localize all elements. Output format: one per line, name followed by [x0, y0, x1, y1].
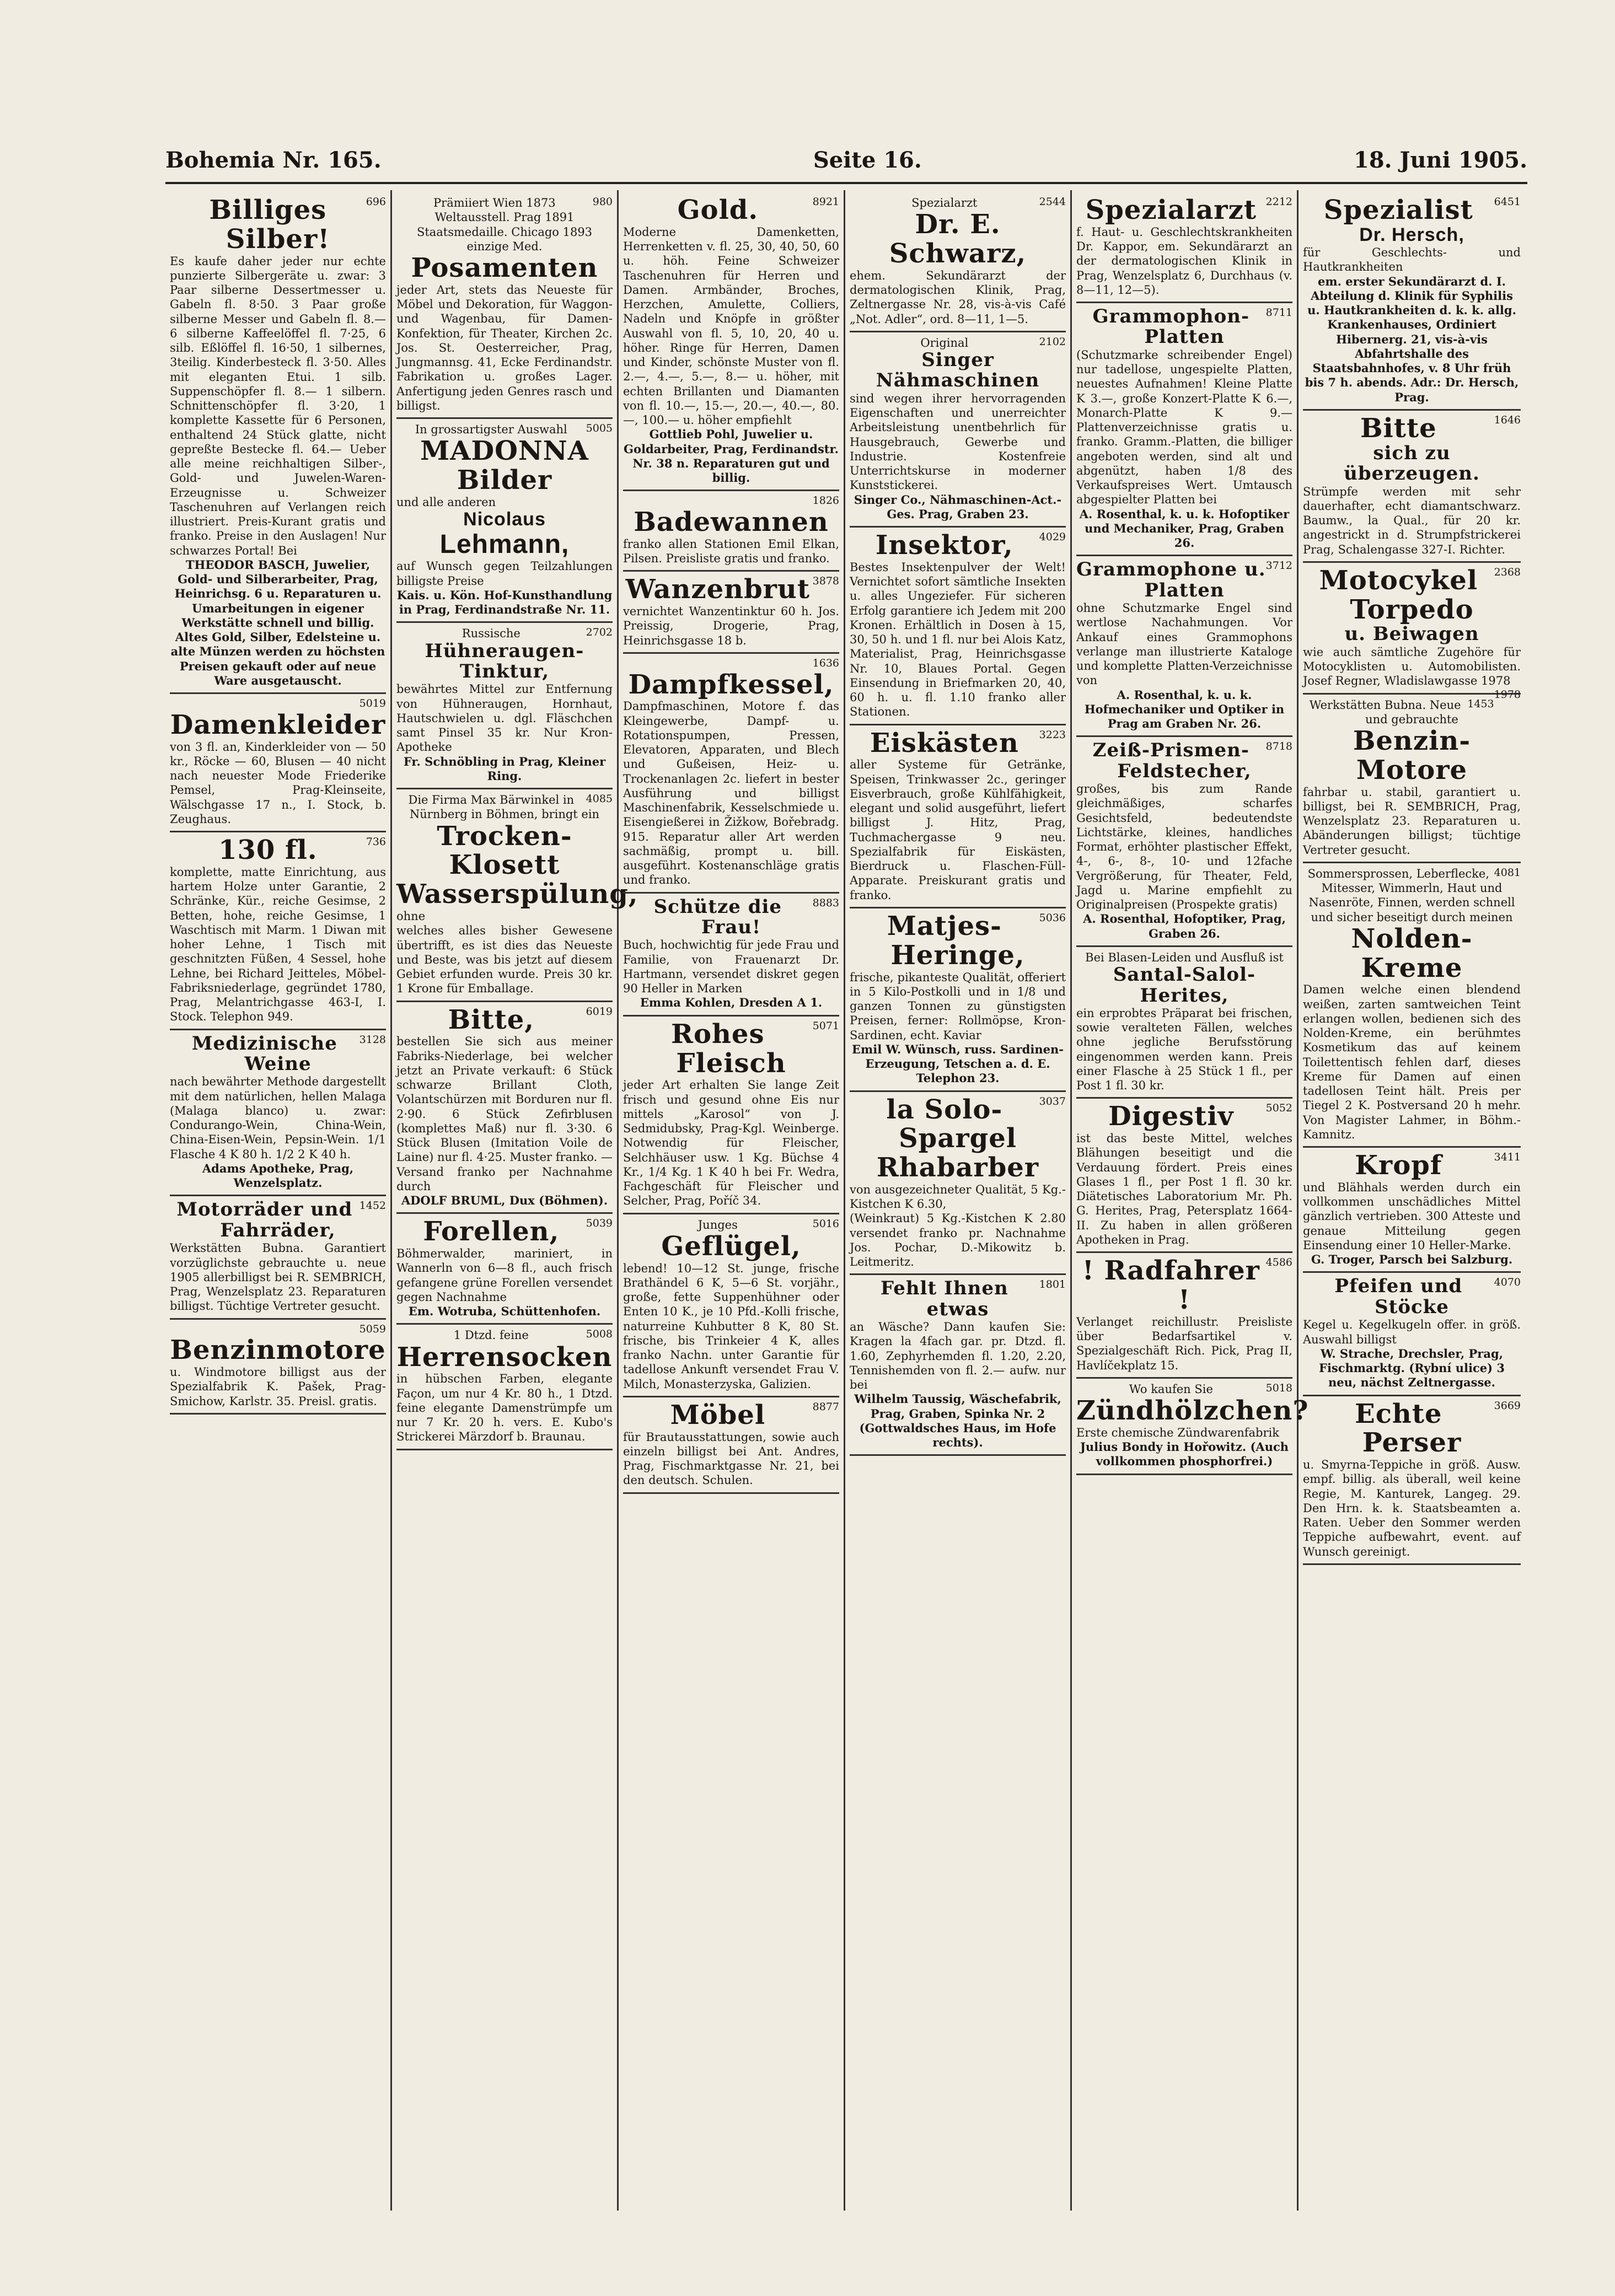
ad-title: Zündhölzchen?: [1076, 1395, 1309, 1427]
advertisement: [850, 725, 1066, 908]
ad-footer: Singer Co., Nähmaschinen-Act.-Ges. Prag, Graben 23.: [854, 492, 1062, 521]
ad-body: großes, bis zum Rande gleichmäßiges, scharfes Gesichtsfeld, bedeutendste Lichtstärke, kleines, handliches Format, erhöhter plastischer Effekt, 4-, 6-, 8-, 10- und 12fache Vergrößerung, für Theater, Feld, Jagd u. Marine empfiehlt zu Originalpreisen (Prospekte gratis): [1076, 782, 1292, 912]
advertisement: [396, 1214, 613, 1325]
ad-title: Echte Perser: [1355, 1398, 1462, 1459]
advertisement: [850, 332, 1066, 528]
ad-body: jeder Art, stets das Neueste für Möbel und Dekoration, für Waggon- und Wagenbau, für Damen-Konfektion, für Theater, Kirchen 2c. Jos. St. Oesterreicher, Prag, Jungmannsg. 41, Ecke Ferdinandstr. Fabrikation u. großes Lager. Anfertigung jeden Genres rasch und billigst.: [396, 283, 613, 412]
ad-reference-number: 4586: [1265, 1256, 1292, 1269]
ad-title: Posamenten: [411, 252, 598, 283]
ad-preamble: Junges: [697, 1218, 738, 1232]
ad-title-secondary: Torpedo: [1350, 594, 1474, 625]
ad-reference-number: 1453: [1467, 697, 1494, 710]
column-5: [1072, 190, 1309, 2211]
ad-reference-number: 736: [366, 836, 386, 848]
ad-title: Digestiv: [1108, 1101, 1234, 1132]
ad-title: Singer Nähmaschinen: [876, 349, 1040, 392]
ad-title: Kropf: [1355, 1150, 1442, 1181]
ad-body: nach bewährter Methode dargestellt mit dem natürlichen, hellen Malaga (Malaga blanco) u. zwar: Condurango-Wein, China-Wein, China-Eisen-Wein, Pepsin-Wein. 1/1 Flasche 4 K 80 h. 1/2 2 K 40 h.: [170, 1075, 386, 1161]
advertisement: [1303, 563, 1521, 701]
ad-footer: em. erster Sekundärarzt d. I. Abteilung d. Klinik für Syphilis u. Hautkrankheiten d. k. k. allg. Krankenhauses, Ordiniert Hibernerg. 21, vis-à-vis Abfahrtshalle des Staatsbahnhofes, v. 8 Uhr früh bis 7 h. abends. Adr.: Dr. Hersch, Prag.: [1305, 274, 1519, 404]
ad-body: ohne Schutzmarke Engel sind wertlose Nachahmungen. Vor Ankauf eines Grammophons verlange man illustrierte Kataloge und komplette Platten-Verzeichnisse von: [1076, 601, 1292, 687]
ad-body: und Blähhals werden durch ein vollkommen unschädliches Mittel gänzlich vertrieben. 300 Atteste und genaue Mitteilung gegen Einsendung einer 10 Heller-Marke.: [1303, 1180, 1521, 1252]
ad-body: bewährtes Mittel zur Entfernung von Hühneraugen, Hornhaut, Hautschwielen u. dgl. Fläschchen samt Pinsel 35 kr. Nur Kron-Apotheke: [396, 682, 613, 754]
ad-reference-number: 8711: [1265, 307, 1292, 319]
ad-reference-number: 3712: [1265, 560, 1292, 572]
ad-reference-number: 3411: [1494, 1151, 1521, 1164]
ad-body: Strümpfe werden mit sehr dauerhafter, echt diamantschwarz. Baumw., la Qual., für 20 kr. angestrickt in d. Strumpfstrickerei Prag, Schalengasse 327-I. Richter.: [1303, 485, 1521, 556]
advertisement: [1076, 947, 1292, 1099]
advertisement: [1303, 1396, 1521, 1565]
page-header: [165, 138, 1527, 184]
advertisement: [1076, 556, 1292, 737]
ad-reference-number: 3878: [812, 575, 839, 588]
ad-title: Wanzenbrut: [625, 574, 810, 605]
advertisement: [170, 1320, 386, 1415]
header-publication: Bohemia Nr. 165.: [165, 147, 382, 173]
ad-footer: Adams Apotheke, Prag, Wenzelsplatz.: [202, 1161, 354, 1190]
advertisement: [170, 832, 386, 1030]
ad-body-secondary: welches alles bisher Gewesene übertrifft, es ist dies das Neueste und Beste, was bis jetzt auf diesem Gebiet erfunden wurde. Preis 30 kr. 1 Krone für Emballage.: [396, 924, 613, 996]
advertisement: [1076, 192, 1292, 303]
ad-body: für Geschlechts- und Hautkrankheiten: [1303, 246, 1521, 274]
ad-body: ohne: [396, 910, 426, 923]
ad-preamble: 1 Dtzd. feine: [453, 1329, 529, 1342]
ad-body: von 3 fl. an, Kinderkleider von — 50 kr., Röcke — 60, Blusen — 40 nicht nach neuester Mode Friederike Pemsel, Prag-Kleinseite, Wälschgasse 17 n., I. Stock, b. Zeughaus.: [170, 740, 386, 826]
ad-reference-number: 8718: [1265, 740, 1292, 753]
ad-title: Grammophon-Platten: [1092, 305, 1250, 348]
ad-body: jeder Art erhalten Sie lange Zeit frisch und gesund ohne Eis nur mittels „Karosol“ von J. Sedmidubsky, Prag-Kgl. Weinberge. Notwendig für Fleischer, Selchhäuser usw. 1 Kg. Büchse 4 Kr., 1/4 Kg. 1 K 40 h bei Fr. Wedra, Fachgeschäft für Fleischer und Selcher, Prag, Poříč 34.: [623, 1078, 839, 1208]
advertisement: [1303, 192, 1521, 411]
advertisement: [850, 192, 1066, 332]
ad-reference-number: 2544: [1039, 196, 1066, 208]
ad-preamble: Original: [920, 336, 969, 349]
ad-preamble: Russische: [462, 627, 521, 641]
ad-reference-number: 3037: [1039, 1095, 1066, 1107]
ad-body: Damen welche einen blendend weißen, zarten samtweichen Teint erlangen wollen, bedienen sich des Nolden-Kreme, ein berühmtes Kosmetikum das auf keinem Toilettentisch fehlen darf, dieses Kreme für Damen auf einen tadellosen Teint hält. Preis per Tiegel 2 K. Postversand 20 h mehr. Von Magister Lahmer, in Böhm.-Kamnitz.: [1303, 983, 1521, 1141]
ad-body: für Brautausstattungen, sowie auch einzeln billigst bei Ant. Andres, Prag, Fischmarktgasse Nr. 21, bei den deutsch. Schulen.: [623, 1430, 839, 1487]
advertisement: [623, 491, 839, 572]
advertisement: [623, 192, 839, 491]
ad-title: Trocken-Klosett: [437, 820, 572, 881]
ad-footer: THEODOR BASCH, Juwelier, Gold- und Silberarbeiter, Prag, Heinrichsg. 6 u. Reparaturen u. Umarbeitungen in eigener Werkstätte schnell und billig. Altes Gold, Silber, Edelsteine u. alte Münzen werden zu höchsten Preisen gekauft oder auf neue Ware ausgetauscht.: [170, 557, 385, 687]
ad-title: Medizinische Weine: [191, 1032, 337, 1076]
ad-title: Motorräder und Fahrräder,: [176, 1198, 353, 1241]
ad-preamble: Sommersprossen, Leberflecke, Mitesser, Wimmerln, Haut und Nasenröte, Finnen, werden schnell und sicher beseitigt durch meinen: [1307, 867, 1515, 924]
advertisement: [170, 1196, 386, 1319]
ad-body: Moderne Damenketten, Herrenketten v. fl. 25, 30, 40, 50, 60 u. höh. Feine Schweizer Taschenuhren für Herren und Damen. Armbänder, Broches, Herzchen, Amulette, Colliers, Nadeln und Knöpfe in größter Auswahl von fl. 5, 10, 20, 40 u. höher. Ringe für Herren, Damen und Kinder, schönste Muster von fl. 2.—, 4.—, 5.—, 8.— u. höher, mit echten Brillanten und Diamanten von fl. 10.—, 15.—, 20.—, 40.—, 80.—, 100.— u. höher empfiehlt: [623, 225, 839, 427]
column-3: [619, 190, 845, 2211]
ad-reference-number: 6019: [586, 1005, 613, 1018]
ad-title-secondary: Rhabarber: [876, 1152, 1039, 1184]
ad-title-secondary: Wasserspülung,: [396, 879, 639, 910]
ad-title: Hühneraugen-Tinktur,: [425, 639, 584, 682]
ad-reference-number: 5008: [586, 1328, 613, 1341]
ad-body: ehem. Sekundärarzt der dermatologischen Klinik, Prag, Zeltnergasse Nr. 28, vis-à-vis Café „Not. Adler“, ord. 8—11, 1—5.: [850, 268, 1066, 326]
ad-title: Nolden-Kreme: [1351, 923, 1473, 983]
advertisement: [623, 572, 839, 654]
ad-title: Insektor,: [875, 530, 1013, 561]
ad-body: bestellen Sie sich aus meiner Fabriks-Niederlage, bei welcher jetzt an Private verkauft: 6 Stück schwarze Brillant Cloth, Volantschürzen mit Borduren nur fl. 2·90. 6 Stück Zefirblusen (komplettes Maß) nur fl. 3·30. 6 Stück Blusen (Imitation Voile de Laine) nur fl. 4·25. Muster franko. — Versand franko per Nachnahme durch: [396, 1035, 613, 1193]
ad-reference-number: 1801: [1039, 1278, 1066, 1291]
advertisement: [1303, 695, 1521, 863]
ad-title: Eiskästen: [870, 727, 1019, 759]
ad-reference-number-secondary: 1978: [1494, 688, 1521, 701]
column-1: [165, 190, 392, 2211]
ad-reference-number: 8921: [812, 196, 839, 208]
ad-reference-number: 4029: [1039, 531, 1066, 544]
advertisement: [850, 1092, 1066, 1276]
ad-name: Dr. Hersch,: [1359, 224, 1464, 245]
ad-reference-number: 5019: [359, 697, 386, 710]
ad-reference-number: 2102: [1039, 335, 1066, 348]
ad-title: Möbel: [670, 1399, 766, 1431]
ad-reference-number: 6451: [1494, 196, 1521, 208]
ad-footer: A. Rosenthal, k. u. k. Hofoptiker und Mechaniker, Prag, Graben 26.: [1079, 507, 1290, 550]
ad-body: Buch, hochwichtig für jede Frau und Familie, von Frauenarzt Dr. Hartmann, versendet diskret gegen 90 Heller in Marken: [623, 938, 839, 996]
ad-reference-number: 2212: [1265, 196, 1292, 208]
ad-reference-number: 5018: [1265, 1381, 1292, 1394]
ad-footer: A. Rosenthal, k. u. k. Hofmechaniker und Optiker in Prag am Graben Nr. 26.: [1084, 687, 1285, 731]
ad-reference-number: 5036: [1039, 911, 1066, 924]
advertisement: [396, 1002, 613, 1214]
ad-body: ist das beste Mittel, welches Blähungen beseitigt und die Verdauung fördert. Preis eines Glases 1 fl., per Post 1 fl. 30 kr. Diätetisches Laboratorium Mr. Ph. G. Herites, Prag, Petersplatz 1664-II. Zu haben in allen größeren Apotheken in Prag.: [1076, 1132, 1292, 1246]
column-2: [392, 190, 639, 2211]
ad-title: Motocykel: [1319, 564, 1478, 596]
advertisement: [850, 1275, 1066, 1456]
ad-title: Gold.: [677, 195, 759, 225]
ad-footer: Gottlieb Pohl, Juwelier u. Goldarbeiter, Prag, Ferdinandstr. Nr. 38 n. Reparaturen gut und billig.: [624, 427, 839, 485]
advertisement: [1303, 1273, 1521, 1396]
ad-title: Bitte,: [448, 1004, 535, 1035]
ad-footer: G. Troger, Parsch bei Salzburg.: [1311, 1252, 1513, 1267]
ad-body: und alle anderen: [396, 495, 496, 509]
ad-preamble: Bei Blasen-Leiden und Ausfluß ist: [1085, 950, 1284, 964]
advertisement: [1076, 303, 1292, 556]
ad-title: Geflügel,: [661, 1230, 801, 1262]
ad-title: 130 fl.: [218, 835, 318, 866]
ad-body: aller Systeme für Getränke, Speisen, Trinkwasser 2c., geringer Eisverbrauch, große Kühlfähigkeit, elegant und solid ausgeführt, liefert billigst J. Hitz, Prag, Tuchmachergasse 9 neu. Spezialfabrik für Eiskästen, Bierdruck u. Flaschen-Füll-Apparate. Preiskurant gratis und franko.: [850, 758, 1066, 902]
ad-body: vernichtet Wanzentinktur 60 h. Jos. Preissig, Drogerie, Prag, Heinrichsgasse 18 b.: [623, 605, 839, 647]
ad-footer: Em. Wotruba, Schüttenhofen.: [408, 1304, 601, 1319]
ad-reference-number: 3128: [359, 1033, 386, 1046]
advertisement: [396, 789, 639, 1002]
ad-footer: Julius Bondy in Hořowitz. (Auch vollkommen phosphorfrei.): [1080, 1440, 1289, 1469]
ad-body: (Schutzmarke schreibender Engel) nur tadellose, ungespielte Platten, neuestes Aufnahmen! Kleine Platte K 3.—, große Konzert-Platte K 6.—, Monarch-Platte K 9.— Plattenverzeichnisse gratis u. franko. Gramm.-Platten, die billiger angeboten werden, sind alt und abgenützt, haben 1/8 des Verkaufspreises Wert. Umtausch abgespielter Platten bei: [1076, 348, 1292, 507]
ad-reference-number: 3669: [1494, 1399, 1521, 1412]
ad-body: u. Smyrna-Teppiche in größ. Ausw. empf. billig. als überall, weil keine Regie, M. Kanturek, Langeg. 29. Den Hrn. k. k. Staatsbeamten a. Raten. Ueber den Sommer werden Teppiche aufbewahrt, event. auf Wunsch gereinigt.: [1303, 1458, 1521, 1558]
ad-reference-number: 4085: [586, 793, 613, 805]
ad-reference-number: 3223: [1039, 728, 1066, 741]
ad-title: Dampfkessel,: [628, 669, 834, 700]
ad-title: Schütze die Frau!: [653, 895, 782, 939]
advertisement: [396, 419, 613, 623]
ad-footer: Wilhelm Taussig, Wäschefabrik, Prag, Graben, Spinka Nr. 2 (Gottwaldsches Haus, im Hofe rechts).: [854, 1392, 1061, 1450]
ad-reference-number: 5059: [359, 1322, 386, 1335]
ad-body: wie auch sämtliche Zugehöre für Motocyklisten u. Automobilisten. Josef Regner, Wladislawgasse 1978: [1303, 645, 1521, 688]
advertisement: [623, 654, 839, 894]
ad-title: la Solo-Spargel: [886, 1094, 1017, 1154]
advertisement: [1076, 737, 1292, 947]
ad-title: Spezialist: [1323, 195, 1473, 225]
ad-footer: A. Rosenthal, Hofoptiker, Prag, Graben 26.: [1083, 912, 1286, 940]
ad-title: Matjes-Heringe,: [887, 910, 1025, 971]
ad-title: Billiges Silber!: [209, 195, 330, 255]
advertisement: [1076, 1099, 1292, 1253]
advertisement: [396, 623, 613, 789]
advertisement: [170, 192, 386, 694]
ad-title: Herrensocken: [396, 1341, 613, 1373]
ad-body: an Wäsche? Dann kaufen Sie: Kragen la 4fach gar. pr. Dtzd. fl. 1.60, Zephyrhemden fl. 1.20, 2.20, Tennishemden von fl. 2.— aufw. nur bei: [850, 1320, 1066, 1392]
ad-preamble: In grossartigster Auswahl: [415, 423, 567, 437]
ad-title: Damenkleider: [170, 709, 386, 740]
advertisement: [396, 192, 613, 419]
ad-body: Erste chemische Zündwarenfabrik: [1076, 1426, 1279, 1439]
column-4: [845, 190, 1072, 2211]
ad-preamble: Spezialarzt: [911, 196, 978, 209]
ad-body: von ausgezeichneter Qualität, 5 Kg.-Kistchen K 6.30,: [850, 1182, 1066, 1211]
ad-body: in hübschen Farben, elegante Façon, um nur 4 Kr. 80 h., 1 Dtzd. feine elegante Damenstrümpfe um nur 7 Kr. 20 h. vers. E. Kubo's Strickerei Märzdorf b. Braunau.: [396, 1372, 613, 1444]
ad-title: MADONNA: [420, 435, 589, 467]
advertisement: [1076, 1379, 1309, 1475]
ad-footer: Kais. u. Kön. Hof-Kunsthandlung in Prag, Ferdinandstraße Nr. 11.: [396, 588, 613, 617]
ad-reference-number: 2368: [1494, 566, 1521, 578]
ad-reference-number: 1452: [359, 1200, 386, 1212]
ad-title-tertiary: u. Beiwagen: [1344, 623, 1479, 646]
ad-title: Fehlt Ihnen etwas: [880, 1277, 1008, 1320]
newspaper-page: [165, 138, 1527, 2211]
advertisement: [850, 528, 1066, 725]
ad-body: frische, pikanteste Qualität, offeriert in 5 Kilo-Postkolli und in 1/8 und ganzen Tonnen zu günstigsten Preisen, ferner: Rollmöpse, Kron-Sardinen, echt. Kaviar: [850, 970, 1066, 1042]
ad-body: sind wegen ihrer hervorragenden Eigenschaften und unerreichter Arbeitsleistung unentbehrlich für Hausgebrauch, Gewerbe und Industrie. Kostenfreie Unterrichtskurse in moderner Kunststickerei.: [850, 391, 1066, 492]
ad-body: Werkstätten Bubna. Garantiert vorzüglichste gebrauchte u. neue 1905 allerbilligst bei R. SEMBRICH, Prag, Wenzelsplatz 23. Reparaturen billigst. Tüchtige Vertreter gesucht.: [170, 1241, 386, 1313]
ad-title-secondary: Bilder: [457, 465, 552, 496]
advertisement: [623, 1017, 839, 1214]
ad-reference-number: 980: [592, 196, 613, 208]
ad-name: Nicolaus: [463, 509, 546, 530]
ad-reference-number: 5071: [812, 1019, 839, 1032]
ad-title: Rohes Fleisch: [671, 1018, 786, 1079]
ad-body: f. Haut- u. Geschlechtskrankheiten Dr. Kappor, em. Sekundärarzt an der dermatologischen Klinik in Prag, Wenzelsplatz 6, Durchhaus (v. 8—11, 12—5).: [1076, 225, 1292, 297]
ad-title: Spezialarzt: [1085, 195, 1257, 225]
ad-title: Santal-Salol-Herites,: [1113, 964, 1256, 1007]
ad-body: Kegel u. Kegelkugeln offer. in größ. Auswahl billigst: [1303, 1318, 1521, 1346]
ad-body: franko allen Stationen Emil Elkan, Pilsen. Preisliste gratis und franko.: [623, 537, 839, 566]
ad-body: u. Windmotore billigst aus der Spezialfabrik K. Pašek, Prag-Smichow, Karlstr. 35. Preisl. gratis.: [170, 1365, 386, 1408]
ad-reference-number: 1646: [1494, 413, 1521, 426]
ad-reference-number: 5016: [812, 1217, 839, 1230]
advertisement: [170, 1030, 386, 1197]
ad-title: Zeiß-Prismen-Feldstecher,: [1092, 739, 1252, 782]
ad-body: komplette, matte Einrichtung, aus hartem Holze unter Garantie, 2 Schränke, Kür., reiche Gesimse, 2 Betten, hohe, reiche Gesimse, 1 Waschtisch mit Marm. 1 Diwan mit hoher Lehne, 1 Tisch mit geschnitzten Füßen, 4 Sessel, hohe Lehne, bei Richard Jeitteles, Möbel-Fabriksniederlage, gegründet 1780, Prag, Melantrichgasse 463-I, I. Stock. Telephon 949.: [170, 865, 386, 1024]
ad-preamble: Die Firma Max Bärwinkel in Nürnberg in Böhmen, bringt ein: [408, 793, 600, 821]
ad-reference-number: 8877: [812, 1400, 839, 1413]
ad-title: Forellen,: [423, 1216, 560, 1248]
ad-body: ein erprobtes Präparat bei frischen, sowie veralteten Fällen, welches ohne jegliche Berufsstörung eingenommen werden kann. Preis einer Flasche à 25 Stück 1 fl., per Post 1 fl. 30 kr.: [1076, 1006, 1292, 1093]
header-date: 18. Juni 1905.: [1354, 147, 1527, 173]
ad-reference-number: 4081: [1494, 866, 1521, 879]
ad-footer: W. Strache, Drechsler, Prag, Fischmarktg. (Rybní ulice) 3 neu, nächst Zeltnergasse.: [1319, 1346, 1505, 1390]
advertisement: [1303, 1148, 1521, 1273]
ad-body-secondary: (Weinkraut) 5 Kg.-Kistchen K 2.80 versendet franko pr. Nachnahme Jos. Pochar, D.-Mikowitz b. Leitmeritz.: [850, 1212, 1066, 1269]
ad-title: Bitte: [1360, 412, 1437, 444]
ad-preamble: Wo kaufen Sie: [1129, 1382, 1213, 1396]
ad-reference-number: 4070: [1494, 1276, 1521, 1289]
ad-reference-number: 2702: [586, 626, 613, 639]
advertisement: [1076, 1253, 1292, 1379]
ad-reference-number: 5005: [586, 422, 613, 435]
ad-footer: Fr. Schnöbling in Prag, Kleiner Ring.: [403, 754, 606, 783]
ad-footer: Emma Kohlen, Dresden A 1.: [640, 996, 823, 1010]
header-page-number: Seite 16.: [813, 147, 922, 173]
ad-reference-number: 8883: [812, 896, 839, 909]
ad-reference-number: 5052: [1265, 1102, 1292, 1115]
ad-preamble: Werkstätten Bubna. Neue und gebrauchte: [1309, 698, 1461, 726]
ad-body: Dampfmaschinen, Motore f. das Kleingewerbe, Dampf- u. Rotationspumpen, Pressen, Elevatoren, Apparaten, und Blech und Gußeisen, Heiz- u. Trockenanlagen 2c. liefert in bester Ausführung und billigst Maschinenfabrik, Kesselschmiede u. Eisengießerei in Žižkow, Bořebradg. 915. Reparatur aller Art werden sachmäßig, prompt u. bill. ausgeführt. Kostenanschläge gratis und franko.: [623, 700, 839, 887]
ad-body: fahrbar u. stabil, garantiert u. billigst, bei R. SEMBRICH, Prag, Wenzelsplatz 23. Reparaturen u. Abänderungen billigst; tüchtige Vertreter gesucht.: [1303, 785, 1521, 857]
advertisement: [623, 1397, 839, 1494]
ad-title: Badewannen: [634, 507, 829, 538]
ad-title: Dr. E. Schwarz,: [889, 209, 1027, 270]
ad-body: Bestes Insektenpulver der Welt! Vernichtet sofort sämtliche Insekten u. alles Ungeziefer. Für sicheren Erfolg garantiere ich Jedem mit 200 Kronen. Erhältlich in Dosen à 15, 30, 50 h. und 1 fl. nur bei Alois Katz, Materialist, Prag, Heinrichsgasse Nr. 10, Blaues Portal. Gegen Einsendung in Briefmarken 20, 40, 60 h. u. fl. 1.10 franko aller Stationen.: [850, 560, 1066, 719]
ad-reference-number: 696: [366, 196, 386, 208]
ad-name: Lehmann,: [439, 529, 570, 559]
advertisement: [623, 894, 839, 1017]
ad-reference-number: 5039: [586, 1217, 613, 1230]
ad-footer: Emil W. Wünsch, russ. Sardinen-Erzeugung, Tetschen a. d. E. Telephon 23.: [852, 1042, 1064, 1085]
ad-body: Es kaufe daher jeder nur echte punzierte Silbergeräte u. zwar: 3 Paar silberne Dessertmesser u. Gabeln fl. 8·50. 3 Paar große silberne Messer und Gabeln fl. 8.— 6 silberne Kaffeelöffel fl. 7·25, 6 silb. Eßlöffel fl. 16·50, 1 silbernes, 3teilig. Kinderbesteck fl. 3·50. Alles mit eleganten Etui. 1 silb. Suppenschöpfer fl. 8.— 1 silbern. Schnittenschöpfer fl. 3·20, 1 komplette Kassette für 6 Personen, enthaltend 24 Stück glatte, nicht gepreßte Bestecke fl. 64.— Ueber alle meine reichhaltigen Silber-, Gold- und Juwelen-Waren-Erzeugnisse u. Schweizer Taschenuhren auf Verlangen reich illustriert. Preis-Kurant gratis und franko. Preise in den Auslagen! Nur schwarzes Portal! Bei: [170, 254, 386, 557]
ad-footer: ADOLF BRUML, Dux (Böhmen).: [401, 1193, 608, 1208]
ad-body: lebend! 10—12 St. junge, frische Brathändel 6 K, 5—6 St. vorjähr., große, fette Suppenhühner oder Enten 10 K., je 10 Pfd.-Kolli frische, naturreine Kuhbutter 8 K, 80 St. frische, bis Trinkeier 4 K, alles franko Nachn. unter Garantie für tadellose Ankunft versendet Frau V. Milch, Monasterzyska, Galizien.: [623, 1261, 839, 1391]
column-6: [1299, 190, 1525, 2211]
ad-title: Benzinmotore: [170, 1335, 386, 1366]
ad-reference-number: 1826: [812, 494, 839, 507]
ad-title: Pfeifen und Stöcke: [1334, 1275, 1463, 1318]
advertisement: [1303, 411, 1521, 563]
ad-title: ! Radfahrer !: [1082, 1255, 1260, 1316]
advertisement: [396, 1325, 613, 1450]
ad-body: Böhmerwalder, mariniert, in Wannerln von 6—8 fl., auch frisch gefangene grüne Forellen versendet gegen Nachnahme: [396, 1247, 613, 1304]
ad-body: Verlanget reichillustr. Preisliste über Bedarfsartikel v. Spezialgeschäft Rich. Pick, Prag II, Havlíčekplatz 15.: [1076, 1315, 1292, 1372]
ad-preamble: Prämiiert Wien 1873 Weltausstell. Prag 1891 Staatsmedaille. Chicago 1893 einzige Med.: [416, 196, 593, 253]
ad-title: Benzin-Motore: [1353, 725, 1471, 786]
advertisement: [1303, 863, 1521, 1148]
ad-body-secondary: auf Wunsch gegen Teilzahlungen billigste Preise: [396, 560, 613, 588]
advertisement: [850, 908, 1066, 1092]
ad-columns: [165, 190, 1527, 2211]
ad-title-secondary: sich zu überzeugen.: [1344, 442, 1480, 485]
advertisement: [623, 1214, 839, 1397]
advertisement: [170, 694, 386, 832]
ad-reference-number: 1636: [812, 657, 839, 669]
ad-title: Grammophone u. Platten: [1076, 558, 1266, 601]
